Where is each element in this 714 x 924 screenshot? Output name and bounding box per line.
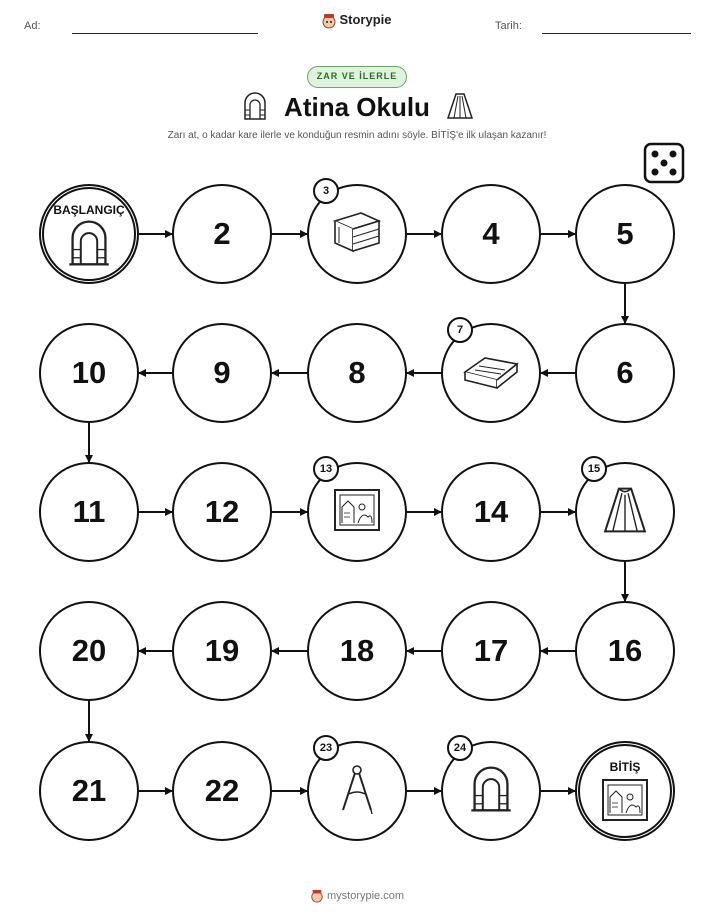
cell-number: 21 xyxy=(71,773,107,808)
board-cell-21[interactable] xyxy=(39,741,139,841)
cell-number: 2 xyxy=(213,216,231,251)
cell-number: 8 xyxy=(348,355,366,390)
cell-number: 22 xyxy=(204,773,240,808)
cell-label: BAŞLANGIÇ xyxy=(53,203,125,217)
name-label: Ad: xyxy=(24,20,41,32)
fresco-painting-icon xyxy=(600,777,650,828)
brand-name: Storypie xyxy=(339,12,392,27)
cell-number: 18 xyxy=(339,633,375,668)
archway-icon xyxy=(469,766,513,817)
board-cell-14[interactable] xyxy=(441,462,541,562)
cell-label: BİTİŞ xyxy=(609,760,641,774)
cell-number-badge: 15 xyxy=(581,456,607,482)
cell-number: 11 xyxy=(72,494,106,529)
cell-number: 17 xyxy=(473,633,509,668)
start-cell[interactable] xyxy=(39,184,139,284)
cell-number-badge: 3 xyxy=(313,178,339,204)
cell-number: 14 xyxy=(473,494,509,529)
board-cell-19[interactable] xyxy=(172,601,272,701)
cell-number: 19 xyxy=(204,633,240,668)
board-cell-4[interactable] xyxy=(441,184,541,284)
board-cell-12[interactable] xyxy=(172,462,272,562)
cell-number: 10 xyxy=(71,355,107,390)
board-cell-6[interactable] xyxy=(575,323,675,423)
date-label: Tarih: xyxy=(495,20,522,32)
instructions: Zarı at, o kadar kare ilerle ve konduğun resmin adını söyle. BİTİŞ'e ilk ulaşan kazanır! xyxy=(167,130,547,141)
board-cell-20[interactable] xyxy=(39,601,139,701)
cell-number-badge: 13 xyxy=(313,456,339,482)
board-cell-18[interactable] xyxy=(307,601,407,701)
cell-number-badge: 24 xyxy=(447,735,473,761)
page-title: Atina Okulu xyxy=(284,92,430,122)
game-type-badge: ZAR VE İLERLE xyxy=(307,66,407,88)
cell-number: 4 xyxy=(482,216,500,251)
archway-icon xyxy=(67,220,111,271)
books-icon xyxy=(329,207,385,262)
cell-number: 20 xyxy=(71,633,107,668)
cell-number: 9 xyxy=(213,355,231,390)
board-cell-9[interactable] xyxy=(172,323,272,423)
cell-number: 5 xyxy=(616,216,634,251)
board-cell-17[interactable] xyxy=(441,601,541,701)
board-cell-8[interactable] xyxy=(307,323,407,423)
storypie-logo-icon xyxy=(310,889,324,903)
cell-number-badge: 23 xyxy=(313,735,339,761)
finish-cell[interactable] xyxy=(575,741,675,841)
board-cell-22[interactable] xyxy=(172,741,272,841)
cell-number: 16 xyxy=(607,633,643,668)
fresco-painting-icon xyxy=(332,487,382,538)
cell-number-badge: 7 xyxy=(447,317,473,343)
board-cell-11[interactable] xyxy=(39,462,139,562)
board-cell-2[interactable] xyxy=(172,184,272,284)
board-cell-5[interactable] xyxy=(575,184,675,284)
cell-number: 6 xyxy=(616,355,634,390)
footer-site[interactable]: mystorypie.com xyxy=(326,889,405,902)
board-cell-16[interactable] xyxy=(575,601,675,701)
cloak-icon xyxy=(602,484,648,541)
cell-number: 12 xyxy=(204,494,240,529)
compass-icon xyxy=(335,762,379,821)
stone-tablet-icon xyxy=(461,350,521,397)
board-cell-10[interactable] xyxy=(39,323,139,423)
footer xyxy=(0,889,714,903)
